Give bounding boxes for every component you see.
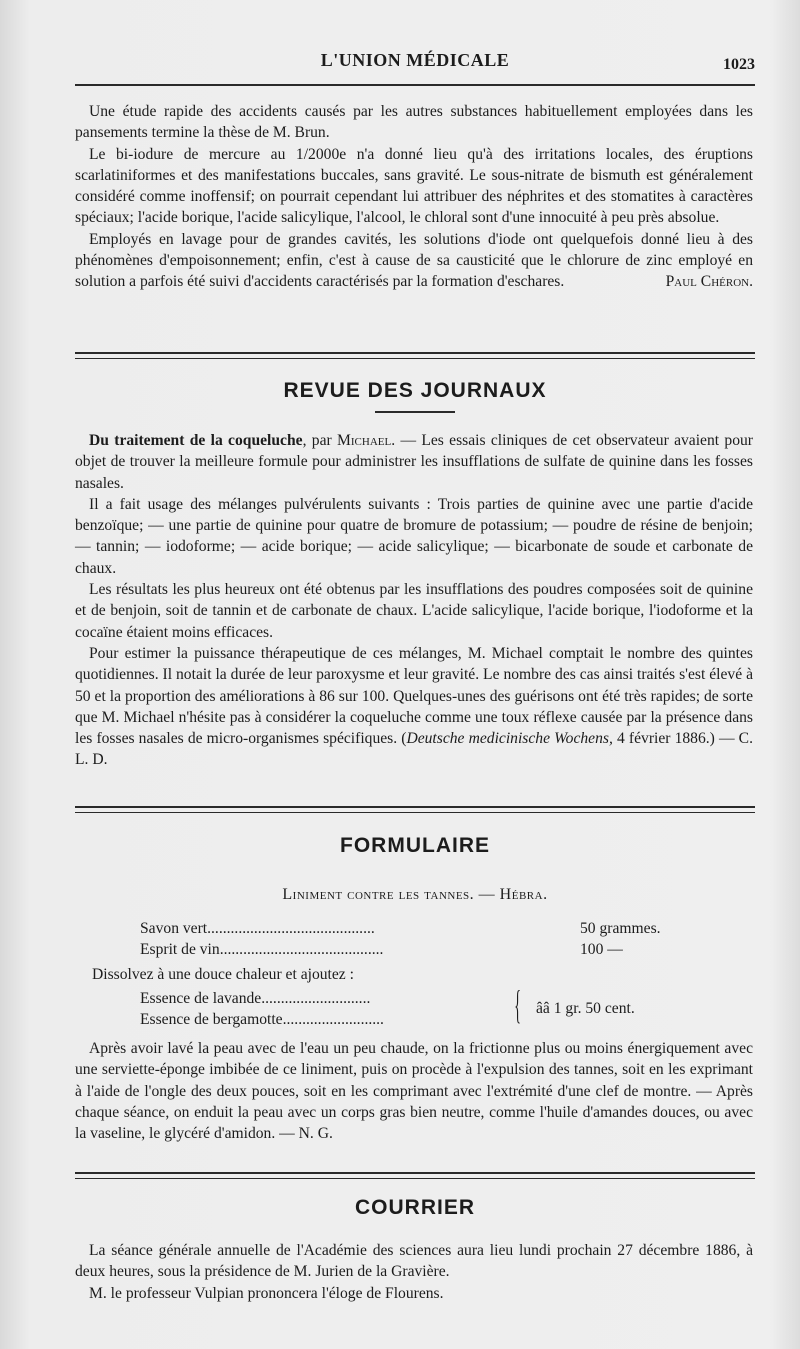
- recipe-title: Liniment contre les tannes. — Hébra.: [282, 886, 548, 903]
- signature: Paul Chéron.: [665, 273, 753, 291]
- ingredient-2: Esprit de vin..........................................: [140, 941, 384, 958]
- page-number: 1023: [723, 56, 755, 73]
- revue-paragraph-1-text: — Les essais cliniques de cet observateur avaient pour objet de trouver la meilleure formule pour administrer les insufflations de sulfate de quinine dans les fosses nasales.: [75, 432, 754, 492]
- ingredient-brace: {: [514, 982, 521, 1027]
- formulaire-instructions: Après avoir lavé la peau avec de l'eau un peu chaude, on la frictionne plus ou moins énergiquement avec une serviette-éponge imbibée de ce liniment, puis on procède à l'expulsion des tannes, soit en les exprimant à l'aide de l'ongle des deux pouces, soit en les comprimant avec l'extrémité d'une clef de montre. — Après chaque séance, on enduit la peau avec un corps gras bien neutre, comme l'huile d'amandes douces, ou avec la vaseline, le glycéré d'amidon. — N. G.: [75, 1040, 753, 1143]
- intro-paragraph-3-text: Employés en lavage pour de grandes cavités, les solutions d'iode ont quelquefois donné lieu à des phénomènes d'empoisonnement; enfin, c'est à cause de sa causticité que le chlorure de zinc employé en solution a parfois été suivi d'accidents caractérisés par la formation d'eschares.: [75, 230, 753, 291]
- article-author: Michael.: [337, 432, 396, 449]
- page-header: [75, 50, 755, 82]
- ingredient-3: Essence de lavande............................: [140, 990, 371, 1007]
- revue-paragraph-4: [75, 643, 753, 771]
- article-title: Du traitement de la coqueluche: [89, 432, 303, 449]
- intro-paragraph-2: Le bi-iodure de mercure au 1/2000e n'a donné lieu qu'à des irritations locales, des éruptions scarlatiniformes et des manifestations buccales, sans gravité. Le sous-nitrate de bismuth est généralement considéré comme inoffensif; on pourrait cependant lui attribuer des néphrites et des stomatites à caractères spéciaux; l'acide borique, l'acide salicylique, l'alcool, le chloral sont d'une innocuité à peu près absolue.: [75, 145, 753, 227]
- intro-paragraph-1: Une étude rapide des accidents causés par les autres substances habituellement employées dans les pansements termine la thèse de M. Brun.: [75, 103, 753, 142]
- formulaire-instructions-block: [75, 1038, 753, 1144]
- revue-paragraph-4-text: Pour estimer la puissance thérapeutique de ces mélanges, M. Michael comptait le nombre des quintes quotidiennes. Il notait la durée de leur paroxysme et leur gravité. Le nombre des cas ainsi traités s'est élevé à 50 et la proportion des améliorations à 86 sur 100. Quelques-unes des guérisons ont été très rapides; de sorte que M. Michael n'hésite pas à considérer la coqueluche comme une toux réflexe causée par la présence dans les fosses nasales de micro-organismes spécifiques. (: [75, 644, 753, 748]
- courrier-paragraph-1: La séance générale annuelle de l'Académie des sciences aura lieu lundi prochain 27 décembre 1886, à deux heures, sous la présidence de M. Jurien de la Gravière.: [75, 1242, 753, 1281]
- running-title: L'UNION MÉDICALE: [320, 50, 510, 70]
- journal-source: Deutsche medicinische Wochens,: [406, 730, 613, 748]
- ingredient-3-4-quantity: ââ 1 gr. 50 cent.: [536, 1000, 635, 1017]
- dissolve-instruction: Dissolvez à une douce chaleur et ajoutez :: [92, 966, 354, 983]
- formulaire-title: FORMULAIRE: [340, 834, 490, 857]
- ingredient-2-quantity: 100 —: [580, 941, 623, 958]
- courrier-title: COURRIER: [354, 1196, 475, 1219]
- section-divider-1: [75, 352, 755, 359]
- courrier-section: [75, 1240, 753, 1304]
- section-divider-3: [75, 1172, 755, 1179]
- ingredient-1: Savon vert...........................................: [140, 920, 375, 937]
- revue-title: REVUE DES JOURNAUX: [283, 379, 547, 402]
- revue-paragraph-3: Les résultats les plus heureux ont été obtenus par les insufflations des poudres composées soit de quinine et de benjoin, soit de tannin et de carbonate de chaux. L'acide salicylique, l'acide borique, l'iodoforme et la cocaïne étaient moins efficaces.: [75, 581, 753, 641]
- revue-section: [75, 430, 753, 771]
- ingredient-4: Essence de bergamotte..........................: [140, 1011, 384, 1028]
- ingredient-1-quantity: 50 grammes.: [580, 920, 661, 937]
- revue-paragraph-4-end: 4 février 1886.) — C. L. D.: [75, 730, 753, 769]
- header-rule: [75, 84, 755, 86]
- intro-section: [75, 101, 753, 293]
- intro-paragraph-3: [75, 229, 753, 293]
- section-divider-2: [75, 806, 755, 813]
- revue-title-rule: [375, 411, 455, 413]
- revue-paragraph-2: Il a fait usage des mélanges pulvérulents suivants : Trois parties de quinine avec une partie d'acide benzoïque; — une partie de quinine pour quatre de bromure de potassium; — poudre de résine de benjoin; — tannin; — iodoforme; — acide borique; — acide salicylique; — bicarbonate de soude et carbonate de chaux.: [75, 495, 753, 577]
- article-by: , par: [302, 432, 338, 449]
- revue-paragraph-1: [75, 430, 753, 494]
- courrier-paragraph-2: M. le professeur Vulpian prononcera l'éloge de Flourens.: [89, 1284, 444, 1302]
